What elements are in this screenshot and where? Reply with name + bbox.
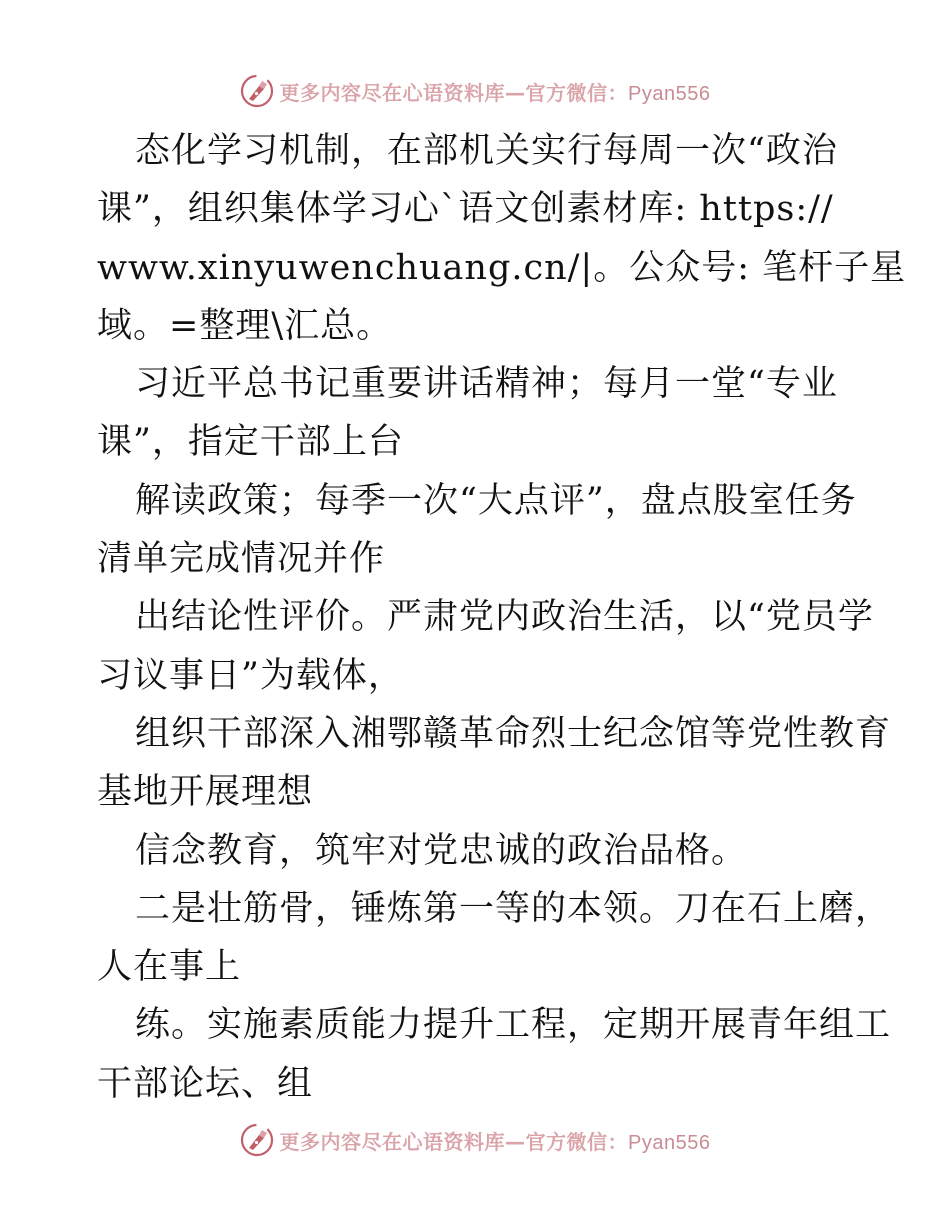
text-line: 态化学习机制，在部机关实行每周一次“政治 xyxy=(135,131,838,171)
text-line: 干部论坛、组 xyxy=(97,1063,314,1104)
text-line: 课”，指定干部上台 xyxy=(97,422,404,463)
watermark-text xyxy=(280,1126,711,1155)
pen-nib-logo-icon xyxy=(240,74,274,108)
watermark-wechat-id: Pyan556 xyxy=(628,82,711,105)
watermark-wechat-id: Pyan556 xyxy=(628,1131,711,1154)
header-watermark xyxy=(0,71,950,111)
text-line: 习议事日”为载体， xyxy=(97,655,404,696)
text-line: 域。=整理\汇总。 xyxy=(97,305,393,346)
watermark-text xyxy=(280,77,711,106)
pen-nib-logo-icon xyxy=(240,1123,274,1157)
footer-watermark xyxy=(0,1120,950,1160)
text-line: 出结论性评价。严肃党内政治生活，以“党员学 xyxy=(135,597,874,638)
text-line: 清单完成情况并作 xyxy=(97,539,386,580)
text-line: 练。实施素质能力提升工程，定期开展青年组工 xyxy=(135,1005,892,1046)
text-line: 基地开展理想 xyxy=(97,772,314,813)
document-body xyxy=(97,122,907,1113)
watermark-label: 更多内容尽在心语资料库—官方微信： xyxy=(279,80,629,105)
text-line: 组织干部深入湘鄂赣革命烈士纪念馆等党性教育 xyxy=(135,713,892,754)
text-line: www.xinyuwenchuang.cn/|。公众号: 笔杆子星 xyxy=(97,247,907,288)
text-line: 信念教育，筑牢对党忠诚的政治品格。 xyxy=(135,830,748,871)
text-line: 解读政策；每季一次“大点评”，盘点股室任务 xyxy=(135,480,857,521)
text-line: 二是壮筋骨，锤炼第一等的本领。刀在石上磨， xyxy=(135,888,892,929)
watermark-label: 更多内容尽在心语资料库—官方微信： xyxy=(279,1129,629,1154)
text-line: 课”，组织集体学习心`语文创素材库: https:// xyxy=(97,189,834,230)
text-line: 人在事上 xyxy=(97,947,242,988)
text-line: 习近平总书记重要讲话精神；每月一堂“专业 xyxy=(135,364,838,405)
